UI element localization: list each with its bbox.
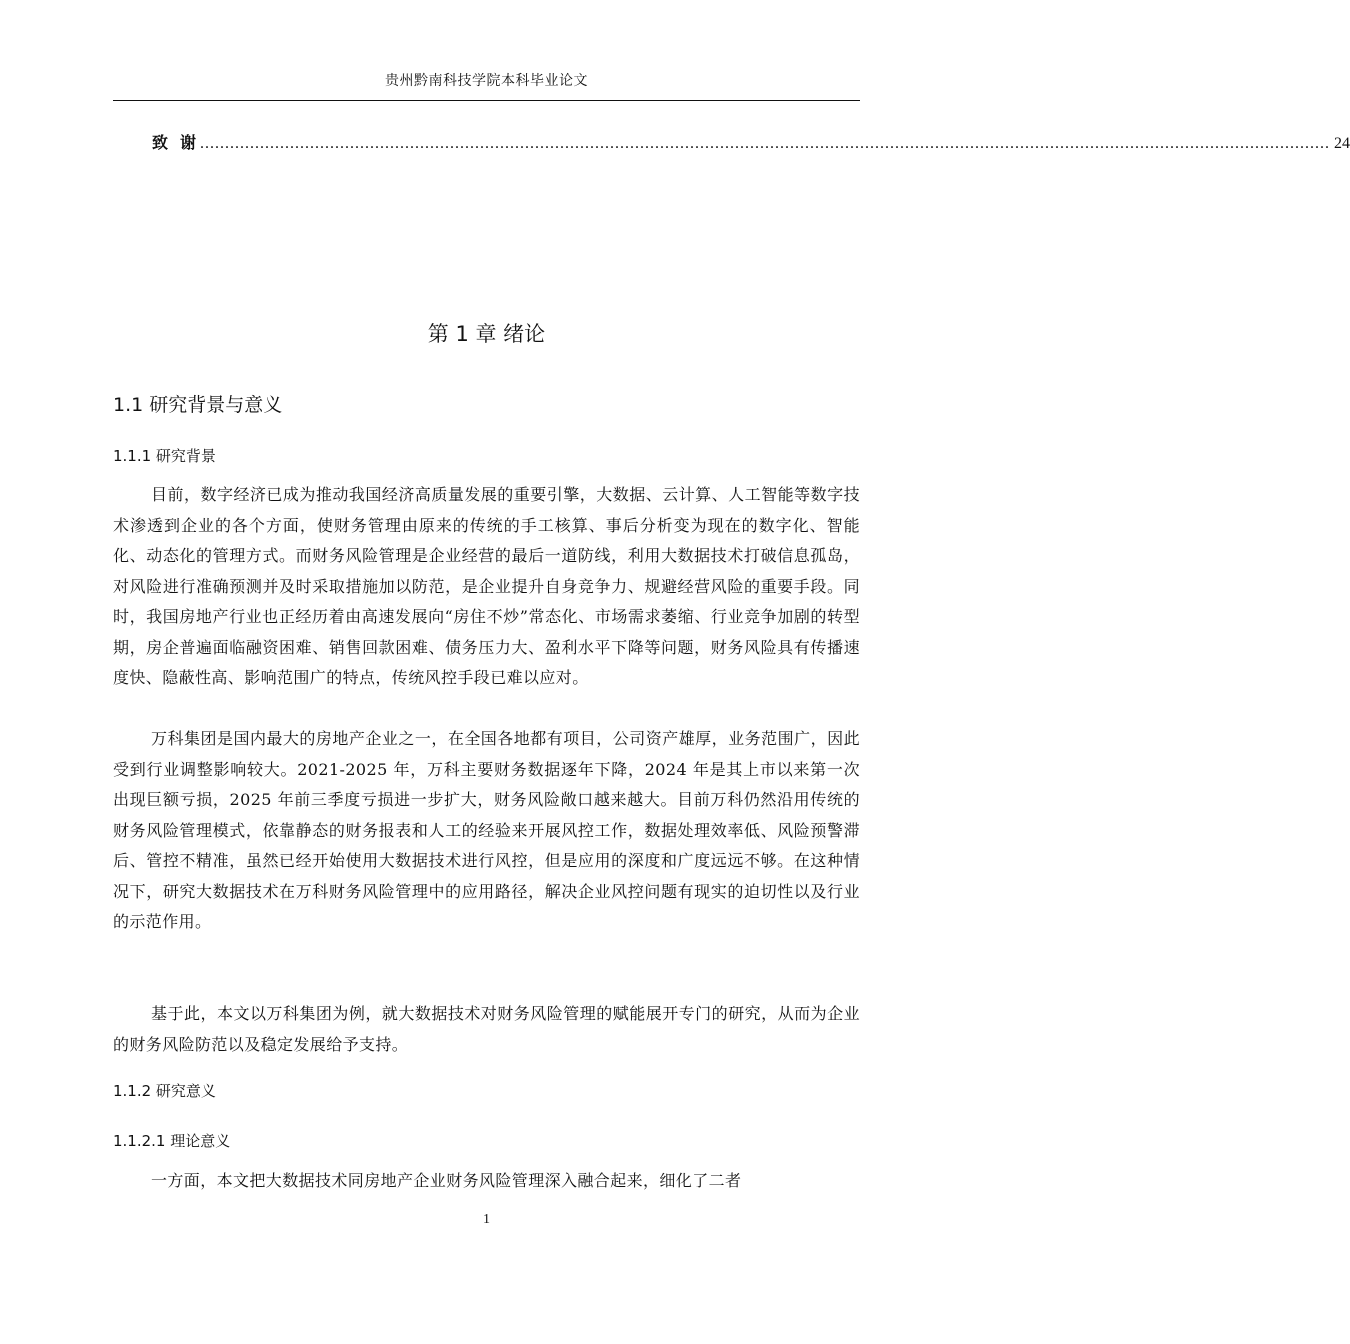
running-header: 贵州黔南科技学院本科毕业论文 — [385, 73, 588, 89]
subsection-heading-background: 1.1.1 研究背景 — [113, 447, 216, 465]
paragraph-background-1: 目前，数字经济已成为推动我国经济高质量发展的重要引擎，大数据、云计算、人工智能等数字技术渗透到企业的各个方面，使财务管理由原来的传统的手工核算、事后分析变为现在的数字化、智能化、动态化的管理方式。而财务风险管理是企业经营的最后一道防线，利用大数据技术打破信息孤岛，对风险进行准确预测并及时采取措施加以防范，是企业提升自身竞争力、规避经营风险的重要手段。同时，我国房地产行业也正经历着由高速发展向“房住不炒”常态化、市场需求萎缩、行业竞争加剧的转型期，房企普遍面临融资困难、销售回款困难、债务压力大、盈利水平下降等问题，财务风险具有传播速度快、隐蔽性高、影响范围广的特点，传统风控手段已难以应对。 — [113, 485, 860, 687]
subsection-heading-significance: 1.1.2 研究意义 — [113, 1082, 216, 1100]
toc-entry-page: 24 — [1334, 135, 1350, 152]
subsection-heading-theoretical: 1.1.2.1 理论意义 — [113, 1132, 231, 1150]
paragraph-background-2: 万科集团是国内最大的房地产企业之一，在全国各地都有项目，公司资产雄厚，业务范围广，因此受到行业调整影响较大。2021-2025 年，万科主要财务数据逐年下降，2024 年是其上市以来第一次出现巨额亏损，2025 年前三季度亏损进一步扩大，财务风险敞口越来越大。目前万科仍然沿用传统的财务风险管理模式，依靠静态的财务报表和人工的经验来开展风控工作，数据处理效率低、风险预警滞后、管控不精准，虽然已经开始使用大数据技术进行风控，但是应用的深度和广度远远不够。在这种情况下，研究大数据技术在万科财务风险管理中的应用路径，解决企业风控问题有现实的迫切性以及行业的示范作用。 — [113, 729, 860, 931]
page-number: 1 — [483, 1212, 490, 1227]
toc-entry-label: 致谢 — [152, 133, 209, 152]
header-rule — [113, 100, 860, 101]
chapter-title: 第 1 章 绪论 — [427, 322, 546, 346]
toc-leader-dots: .................................................................................................................................................................................................................................. — [200, 135, 1331, 152]
paragraph-theoretical-1: 一方面，本文把大数据技术同房地产企业财务风险管理深入融合起来，细化了二者 — [151, 1171, 742, 1190]
toc-entry-acknowledgements[interactable] — [152, 130, 1350, 156]
paragraph-background-3: 基于此，本文以万科集团为例，就大数据技术对财务风险管理的赋能展开专门的研究，从而为企业的财务风险防范以及稳定发展给予支持。 — [113, 1004, 860, 1054]
section-heading: 1.1 研究背景与意义 — [113, 394, 283, 416]
